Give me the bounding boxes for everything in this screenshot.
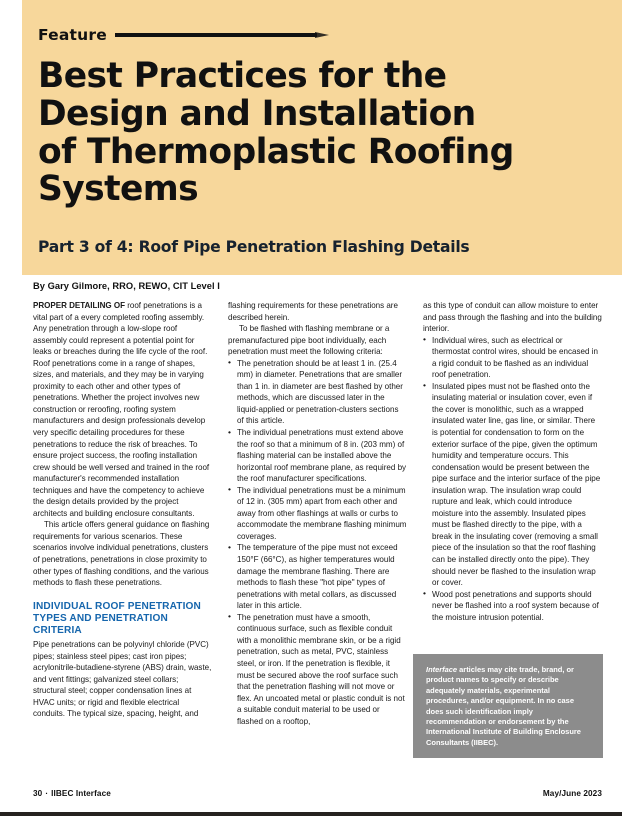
paragraph: Pipe penetrations can be polyvinyl chloride (PVC) pipes; stainless steel pipes; cast iron pipes; acrylonitrile-butadiene-styrene (ABS) drain, waste, and vent fittings; galvanized steel collars; structural steel; copper condensation lines at HVAC units; or rigid and flexible electrical conduits. The typical size, spacing, height, and: [33, 639, 212, 719]
page-subtitle: Part 3 of 4: Roof Pipe Penetration Flashing Details: [38, 238, 470, 256]
list-item: • Wood post penetrations and supports should never be flashed into a roof system because of the moisture intrusion potential.: [423, 589, 602, 624]
paragraph: [33, 300, 212, 519]
paragraph: flashing requirements for these penetrations are described herein.: [228, 301, 398, 322]
kicker-rule-icon: [115, 29, 345, 41]
kicker-label: Feature: [38, 26, 107, 44]
criteria-list-continued: [423, 335, 602, 624]
footer-right: [543, 789, 602, 798]
criteria-list: [228, 358, 407, 728]
disclaimer-publication-name: Interface: [426, 665, 458, 674]
issue-date: May/June 2023: [542, 789, 602, 798]
paragraph-text: roof penetrations is a vital part of a every completed roofing assembly. Any penetration through a low-slope roof assembly could represent a potential point for leaks or breaches during the life cycle of the roof. Roof penetrations come in a range of shapes, sizes, and materials, and they may be in varying proximity to each other and other types of penetrations. Whether the project involves new construction or reroofing, roofing system manufacturers and design professionals develop very specific detailing procedures for these penetrations to reduce the risk of breaches. To ensure project success, the roofing installation crew should be well versed and trained in the roof manufacturer's recommended installation techniques and have the competency to achieve the design details provided by the project architects and building enclosure consultants.: [33, 301, 210, 518]
list-item: • The individual penetrations must be a minimum of 12 in. (305 mm) apart from each other and away from other flashings at walls or curbs to accommodate the membrane flashing minimum coverages.: [228, 485, 407, 543]
list-item: • The penetration must have a smooth, continuous surface, such as flexible conduit with a monolithic membrane skin, or be a rigid penetration, such as metal, PVC, stainless steel, or iron. If the penetration is flexible, it must be secured above the roof surface such that the penetration flashing will not move or flex. An uncoated metal or plastic conduit is not a suitable conduit material to be used or flashed on a rooftop,: [228, 612, 407, 727]
byline: By Gary Gilmore, RRO, REWO, CIT Level I: [33, 281, 220, 291]
disclaimer-box: [413, 654, 603, 758]
column-1: [33, 300, 212, 770]
paragraph: This article offers general guidance on flashing requirements for various scenarios. These scenarios involve individual penetrations, clusters of penetrations, penetrations in close proximity to other types of flashing conditions, and the various methods to flash these penetrations.: [33, 520, 210, 588]
page-title: Best Practices for the Design and Installation of Thermoplastic Roofing Systems: [38, 56, 514, 210]
paragraph: as this type of conduit can allow moisture to enter and pass through the flashing and into the building interior.: [423, 301, 602, 334]
footer-left: [33, 789, 111, 798]
disclaimer-text: [426, 665, 591, 748]
list-item: • Insulated pipes must not be flashed onto the insulating material or insulation cover, even if the cover is monolithic, such as a wrapped insulated water line, gas line, or similar. There is potential for condensation to form on the exterior surface of the pipe, given the optimum humidity and temperature occurs. This condensation would be present between the pipe surface and the interior surface of the pipe insulation wrap. The insulation wrap could rupture and leak, which could introduce moisture into the assembly. Insulated pipes must be flashed directly to the pipe, with a break in the insulating cover (removing a small piece of the insulation so that the roof flashing can be installed directly onto the pipe). They should never be flashed to the insulation wrap or cover.: [423, 381, 602, 589]
kicker-row: [38, 26, 558, 44]
page-number: 30: [33, 789, 43, 798]
list-item: • The individual penetrations must extend above the roof so that a minimum of 8 in. (203 mm) of flashing material can be installed above the horizontal roof membrane plane, as required by the roof manufacturer specifications.: [228, 427, 407, 485]
footer-separator: ·: [45, 789, 49, 798]
list-item: • The temperature of the pipe must not exceed 150°F (66°C), as higher temperatures would damage the membrane flashing. There are methods to flash these "hot pipe" types of penetrations with metal collars, as discussed later in this article.: [228, 542, 407, 611]
publication-name: IIBEC Interface: [51, 789, 111, 798]
disclaimer-body: articles may cite trade, brand, or product names to specify or describe adequately materials, experimental procedures, and/or equipment. In no case does such identification imply recommendation or endorsement by the International Institute of Building Enclosure Consultants (IIBEC).: [426, 665, 581, 747]
section-heading: INDIVIDUAL ROOF PENETRATION TYPES AND PENETRATION CRITERIA: [33, 600, 201, 636]
paragraph: To be flashed with flashing membrane or a premanufactured pipe boot individually, each penetration must meet the following criteria:: [228, 324, 390, 357]
list-item: • Individual wires, such as electrical or thermostat control wires, should be encased in a rigid conduit to be flashed as an individual roof penetration.: [423, 335, 602, 381]
lead-in-text: PROPER DETAILING OF: [33, 301, 126, 310]
list-item: • The penetration should be at least 1 in. (25.4 mm) in diameter. Penetrations that are smaller than 1 in. in diameter are best flashed by other methods, which are discussed later in the liquid-applied or penetration-clusters sections of this article.: [228, 358, 407, 427]
page-bottom-edge: [0, 812, 622, 816]
column-2: [228, 300, 407, 770]
